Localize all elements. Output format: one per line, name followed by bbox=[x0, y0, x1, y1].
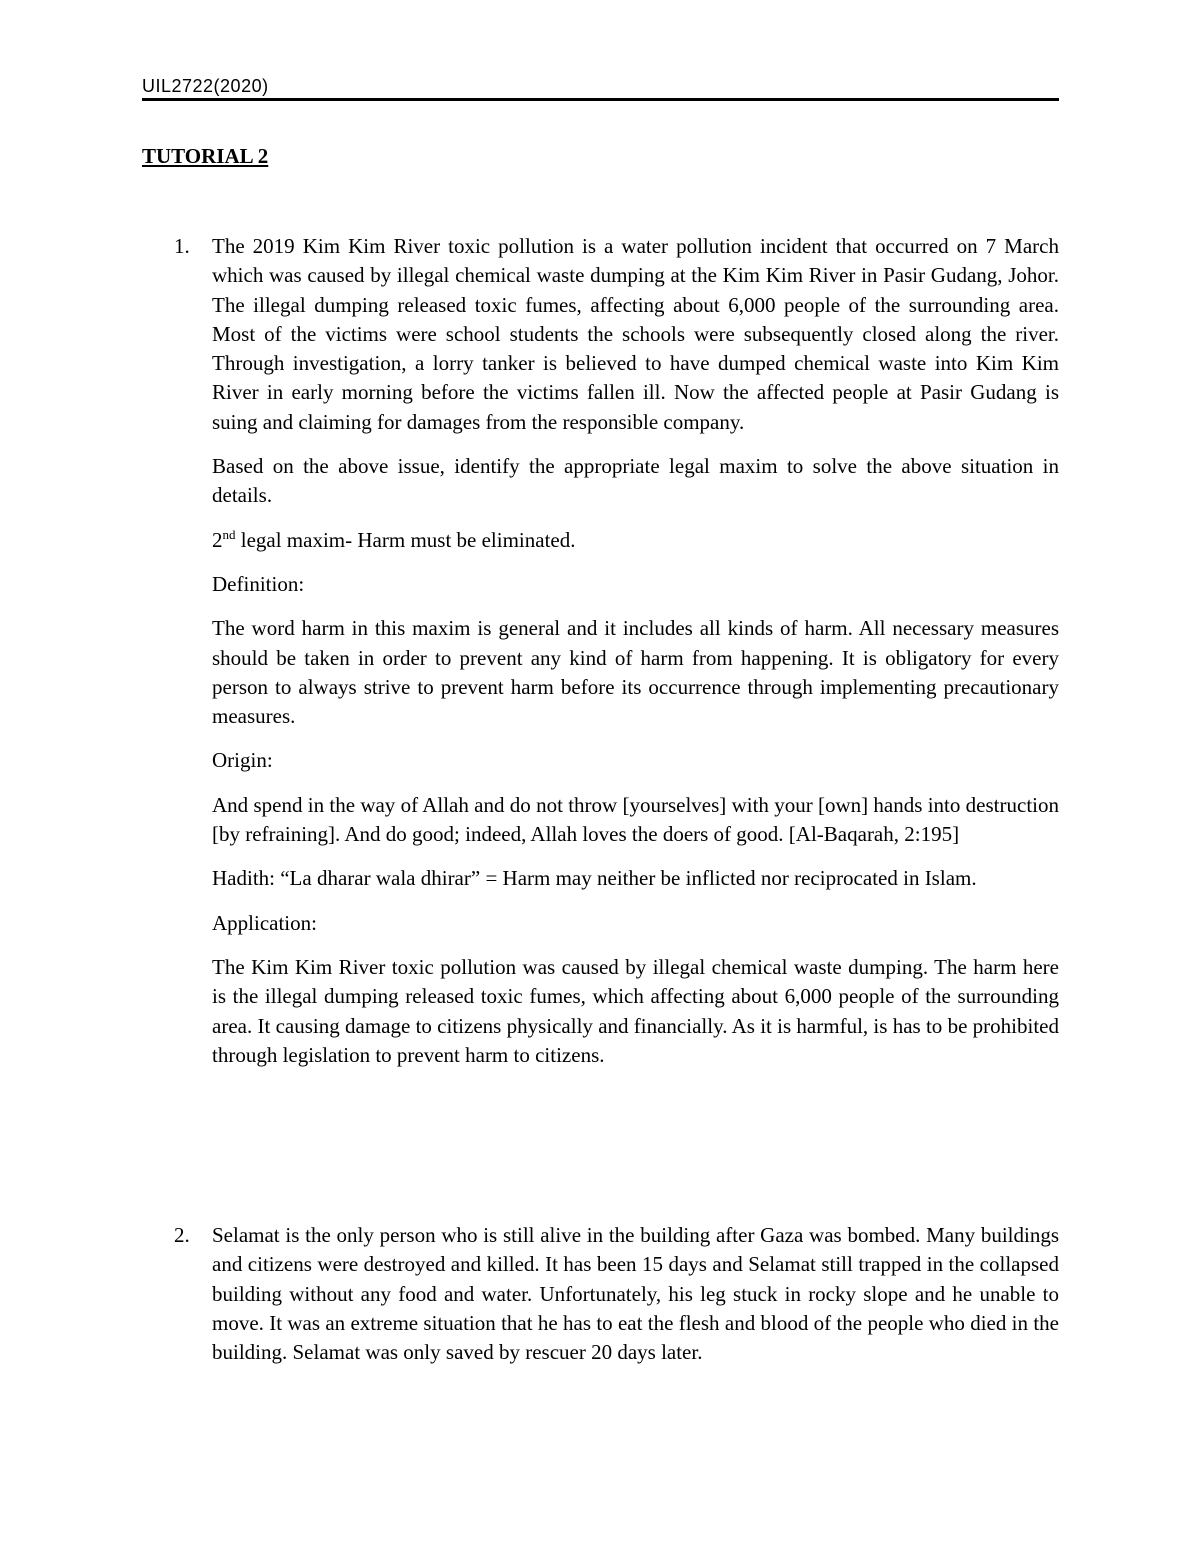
question-1 bbox=[142, 232, 1059, 1085]
origin-label: Origin: bbox=[212, 748, 273, 773]
question-instruction: Based on the above issue, identify the appropriate legal maxim to solve the above situation in details. bbox=[212, 454, 1059, 508]
maxim-number: 2 bbox=[212, 527, 223, 552]
maxim-heading bbox=[212, 526, 1059, 555]
definition-text: The word harm in this maxim is general and it includes all kinds of harm. All necessary measures should be taken in order to prevent any kind of harm from happening. It is obligatory for every person to always strive to prevent harm before its occurrence through implementing precautionary measures. bbox=[212, 616, 1059, 729]
application-label: Application: bbox=[212, 910, 317, 935]
origin-hadith: Hadith: “La dharar wala dhirar” = Harm may neither be inflicted nor reciprocated in Islam. bbox=[212, 866, 977, 891]
header-divider bbox=[142, 98, 1059, 101]
application-text: The Kim Kim River toxic pollution was caused by illegal chemical waste dumping. The harm here is the illegal dumping released toxic fumes, which affecting about 6,000 people of the surrounding area. It causing damage to citizens physically and financially. As it is harmful, is has to be prohibited through legislation to prevent harm to citizens. bbox=[212, 954, 1059, 1067]
definition-label: Definition: bbox=[212, 571, 305, 596]
question-number: 2. bbox=[174, 1223, 190, 1247]
maxim-text: legal maxim- Harm must be eliminated. bbox=[235, 527, 576, 552]
maxim-ordinal: nd bbox=[222, 526, 236, 542]
question-body bbox=[212, 1221, 1059, 1367]
question-text: Selamat is the only person who is still alive in the building after Gaza was bombed. Many buildings and citizens were destroyed and killed. It has been 15 days and Selamat still trapped in the collapsed building without any food and water. Unfortunately, his leg stuck in rocky slope and he unable to move. It was an extreme situation that he has to eat the flesh and blood of the people who died in the building. Selamat was only saved by rescuer 20 days later. bbox=[212, 1223, 1059, 1365]
question-number: 1. bbox=[174, 234, 190, 258]
question-body bbox=[212, 232, 1059, 1070]
document-title: TUTORIAL 2 bbox=[142, 144, 269, 168]
question-2 bbox=[142, 1221, 1059, 1382]
origin-verse: And spend in the way of Allah and do not throw [yourselves] with your [own] hands into destruction [by refraining]. And do good; indeed, Allah loves the doers of good. [Al-Baqarah, 2:195] bbox=[212, 792, 1059, 847]
course-code-header: UIL2722(2020) bbox=[142, 76, 269, 96]
question-text: The 2019 Kim Kim River toxic pollution is a water pollution incident that occurred on 7 March which was caused by illegal chemical waste dumping at the Kim Kim River in Pasir Gudang, Johor. The illegal dumping released toxic fumes, affecting about 6,000 people of the surrounding area. Most of the victims were school students the schools were subsequently closed along the river. Through investigation, a lorry tanker is believed to have dumped chemical waste into Kim Kim River in early morning before the victims fallen ill. Now the affected people at Pasir Gudang is suing and claiming for damages from the responsible company. bbox=[212, 234, 1059, 434]
